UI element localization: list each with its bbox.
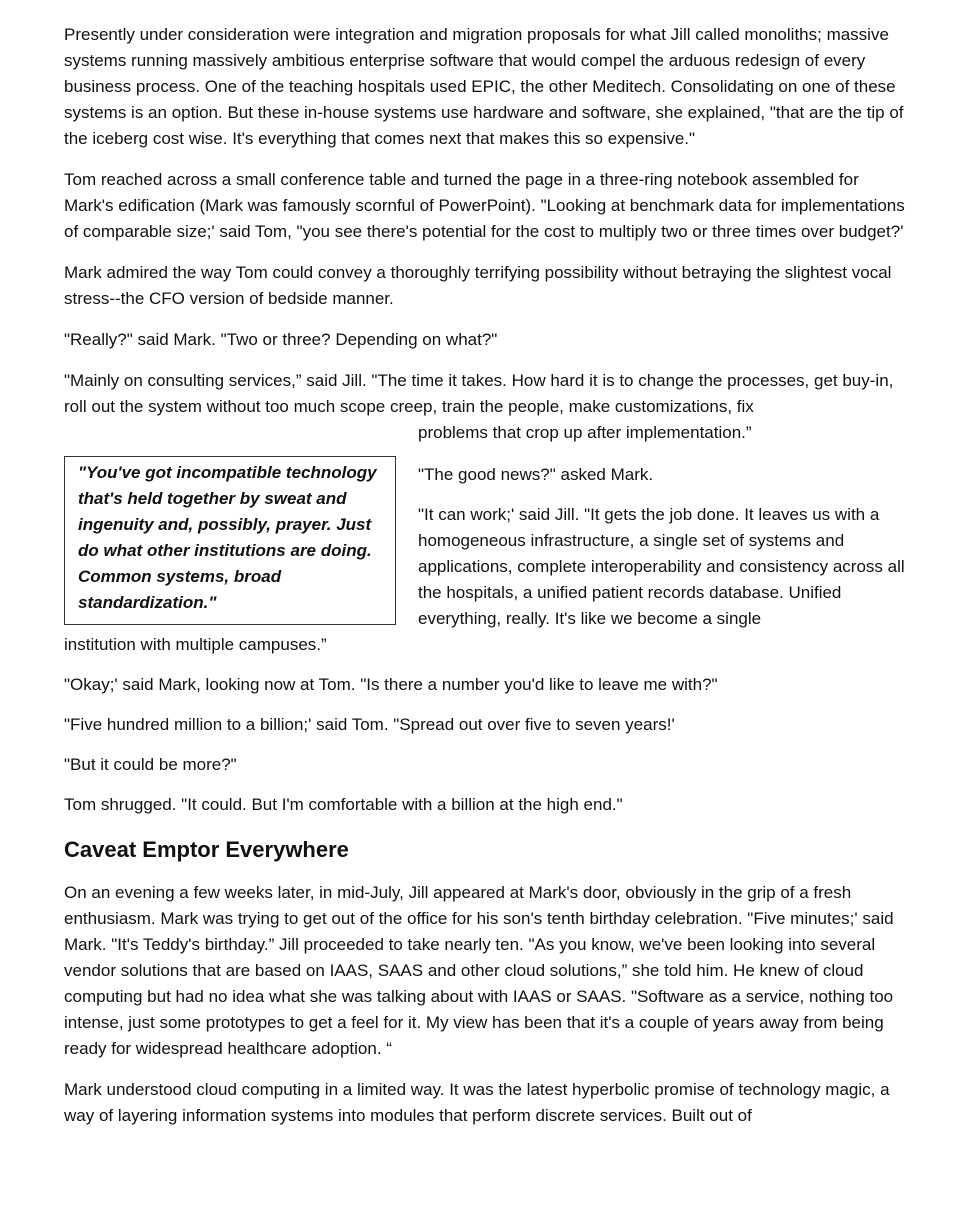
pull-quote-section [64,368,906,658]
paragraph-good-news: "The good news?" asked Mark. [418,465,654,484]
paragraph-okay: "Okay;' said Mark, looking now at Tom. "Is there a number you'd like to leave me with?" [64,675,718,694]
paragraph-it-can-work-continued: institution with multiple campuses.” [64,635,327,654]
paragraph-really: "Really?" said Mark. "Two or three? Depending on what?" [64,330,498,349]
paragraph-benchmark: Tom reached across a small conference table and turned the page in a three-ring notebook assembled for Mark's edification (Mark was famously scornful of PowerPoint). "Looking at benchmark data for implementations of comparable size;' said Tom, "you see there's potential for the cost to multiply two or three times over budget?' [64,170,905,241]
section-heading: Caveat Emptor Everywhere [64,837,349,862]
paragraph-consulting: "Mainly on consulting services,” said Jill. "The time it takes. How hard it is to change the processes, get buy-in, roll out the system without too much scope creep, train the people, make customizations, fix [64,371,894,416]
paragraph-cloud-computing: Mark understood cloud computing in a limited way. It was the latest hyperbolic promise of technology magic, a way of layering information systems into modules that perform discrete services. Built out of [64,1080,890,1125]
pull-quote-box: "You've got incompatible technology that's held together by sweat and ingenuity and, possibly, prayer. Just do what other institutions are doing. Common systems, broad standardization." [64,456,396,625]
paragraph-could-be-more: "But it could be more?" [64,755,237,774]
paragraph-consulting-continued: problems that crop up after implementation.” [418,423,752,442]
paragraph-mid-july: On an evening a few weeks later, in mid-July, Jill appeared at Mark's door, obviously in the grip of a fresh enthusiasm. Mark was trying to get out of the office for his son's tenth birthday celebration. "Five minutes;' said Mark. "It's Teddy's birthday.” Jill proceeded to take nearly ten. "As you know, we've been looking into several vendor solutions that are based on IAAS, SAAS and other cloud solutions,” she told him. He knew of cloud computing but had no idea what she was talking about with IAAS or SAAS. "Software as a service, nothing too intense, just some prototypes to get a feel for it. My view has been that it's a couple of years away from being ready for widespread healthcare adoption. “ [64,883,894,1058]
document-page [64,22,906,1129]
paragraph-five-hundred-million: "Five hundred million to a billion;' said Tom. "Spread out over five to seven years!' [64,715,675,734]
paragraph-it-can-work: "It can work;' said Jill. "It gets the job done. It leaves us with a homogeneous infrastructure, a single set of systems and applications, complete interoperability and consistency across all the hospitals, a unified patient records database. Unified everything, really. It's like we become a single [418,505,905,628]
paragraph-tom-shrugged: Tom shrugged. "It could. But I'm comfortable with a billion at the high end." [64,795,623,814]
paragraph-cfo-manner: Mark admired the way Tom could convey a thoroughly terrifying possibility without betraying the slightest vocal stress--the CFO version of bedside manner. [64,263,892,308]
paragraph-monoliths: Presently under consideration were integration and migration proposals for what Jill called monoliths; massive systems running massively ambitious enterprise software that would compel the arduous redesign of every business process. One of the teaching hospitals used EPIC, the other Meditech. Consolidating on one of these systems is an option. But these in-house systems use hardware and software, she explained, "that are the tip of the iceberg cost wise. It's everything that comes next that makes this so expensive." [64,25,904,148]
